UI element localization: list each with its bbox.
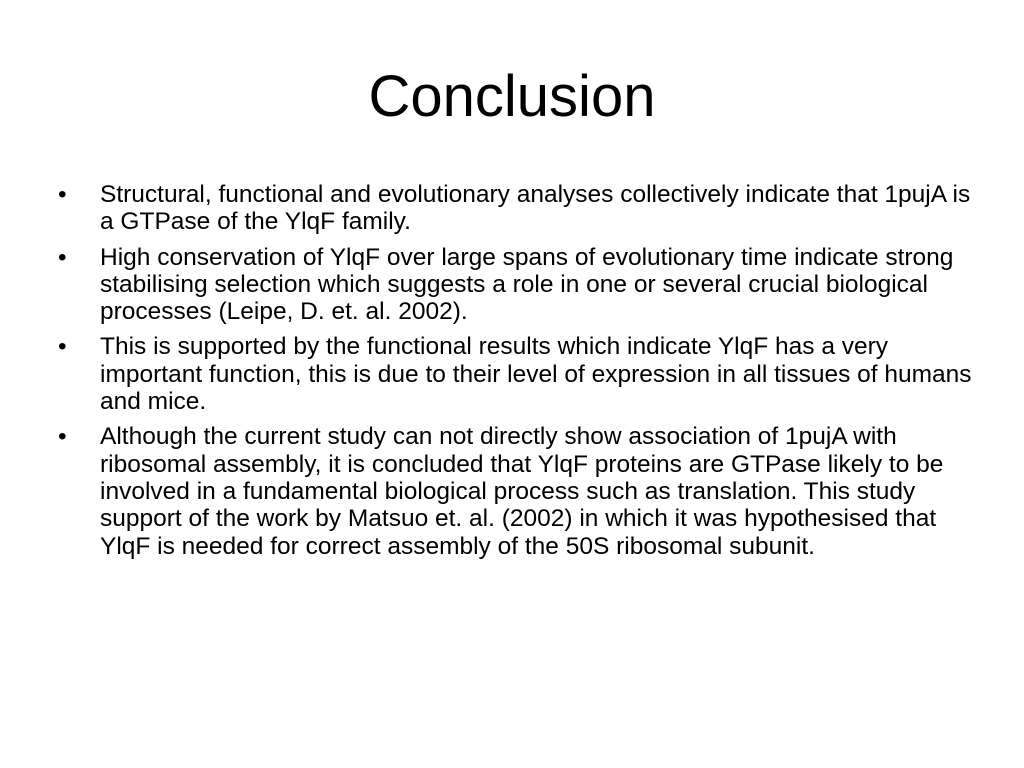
bullet-marker: • [58,181,67,208]
bullet-marker: • [58,423,67,451]
bullet-item [58,423,976,559]
bullet-text: This is supported by the functional results which indicate YlqF has a very important function, this is due to their level of expression in all tissues of humans and mice. [100,333,972,416]
bullet-list [58,181,976,568]
bullet-text: Although the current study can not directly show association of 1pujA with ribosomal assembly, it is concluded that YlqF proteins are GTPase likely to be involved in a fundamental biological process such as translation. This study support of the work by Matsuo et. al. (2002) in which it was hypothesised that YlqF is needed for correct assembly of the 50S ribosomal subunit. [100,423,944,560]
bullet-item [58,181,976,236]
bullet-item [58,333,976,415]
bullet-text: High conservation of YlqF over large spans of evolutionary time indicate strong stabilising selection which suggests a role in one or several crucial biological processes (Leipe, D. et. al. 2002). [100,243,954,326]
slide-title: Conclusion [368,64,656,129]
bullet-marker: • [58,333,67,361]
bullet-item [58,244,976,326]
bullet-text: Structural, functional and evolutionary analyses collectively indicate that 1pujA is a GTPase of the YlqF family. [100,181,971,236]
bullet-marker: • [58,243,67,271]
